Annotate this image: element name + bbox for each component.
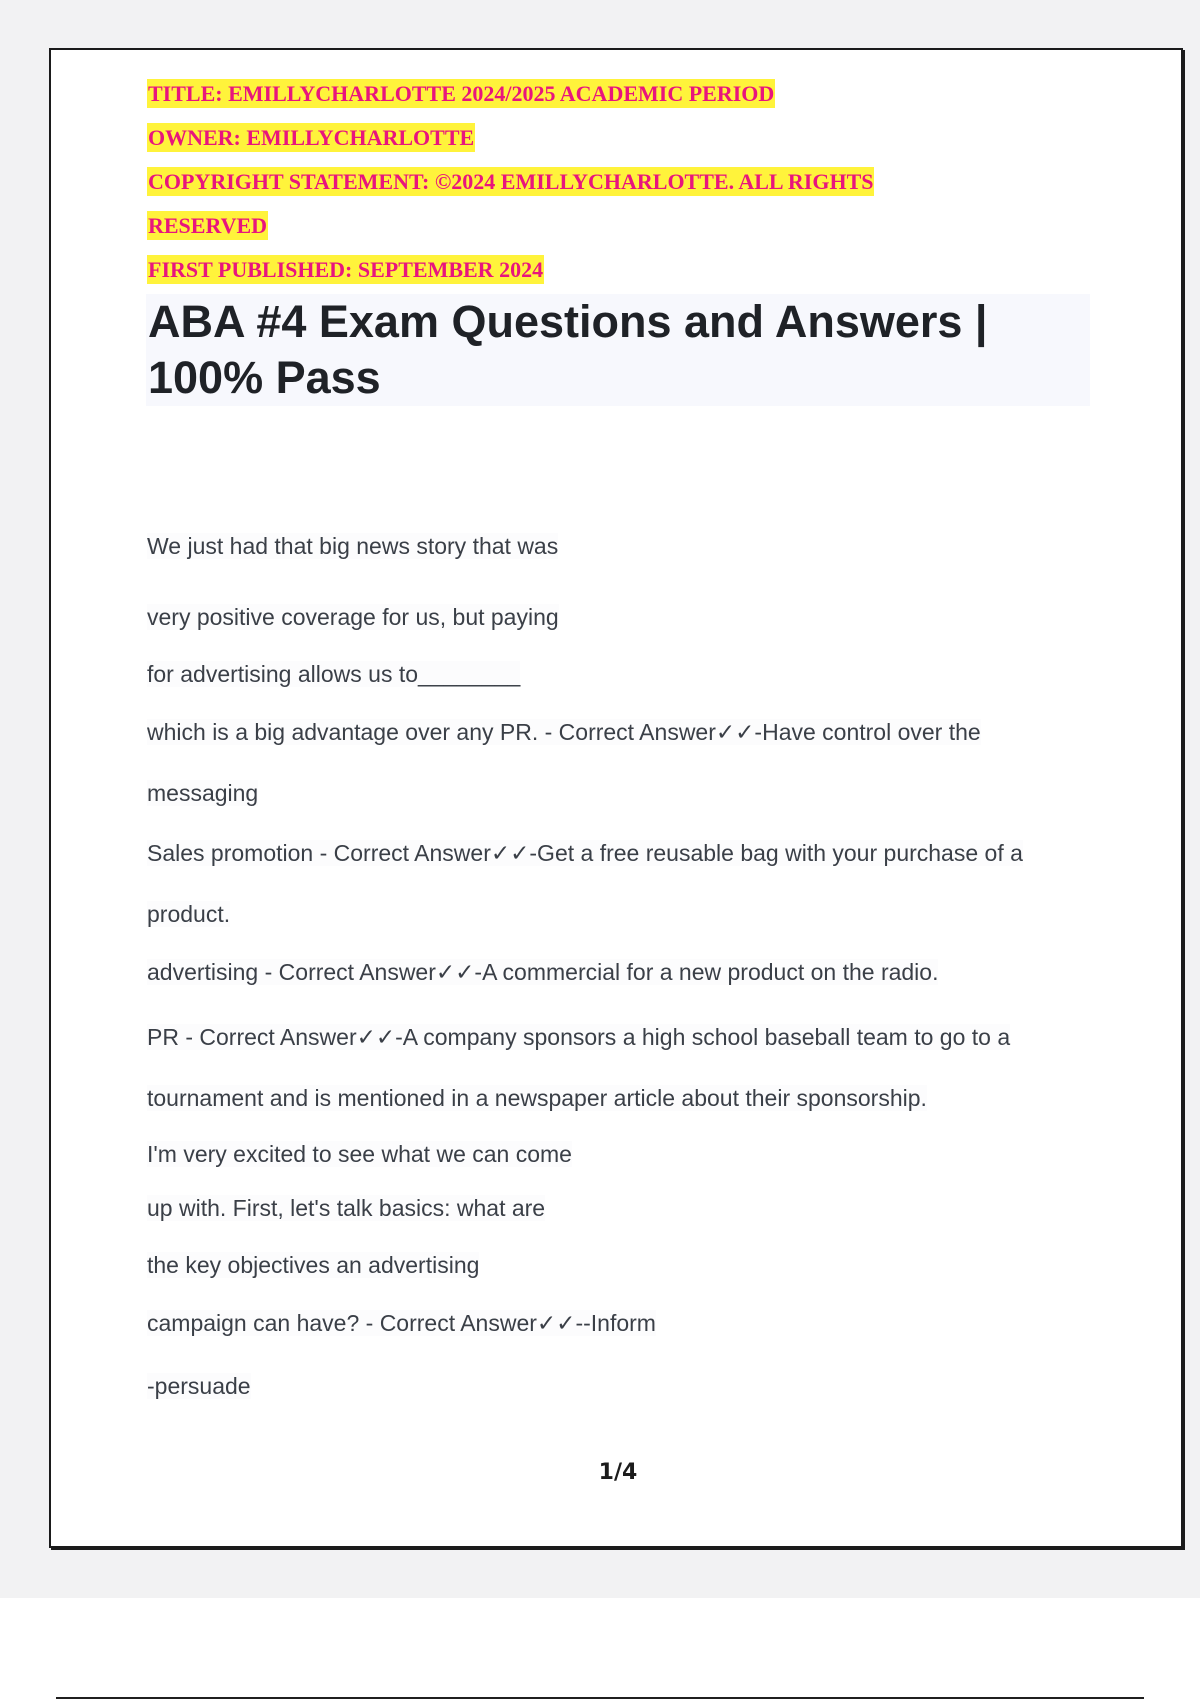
document-title [146,294,1090,406]
title-block [146,294,1090,406]
meta-line-copyright: COPYRIGHT STATEMENT: ©2024 EMILLYCHARLOTTE. ALL RIGHTS [148,169,874,194]
body-line: tournament and is mentioned in a newspaper article about their sponsorship. [147,1085,927,1111]
body-line: Sales promotion - Correct Answer✓✓-Get a free reusable bag with your purchase of a [147,840,1023,866]
body-line: -persuade [147,1373,251,1399]
page-number: 1/4 [598,1460,638,1485]
meta-line-title: TITLE: EMILLYCHARLOTTE 2024/2025 ACADEMIC PERIOD [148,81,775,106]
body-line: very positive coverage for us, but paying [147,604,559,630]
body-line: which is a big advantage over any PR. - Correct Answer✓✓-Have control over the [147,719,981,745]
body-line: I'm very excited to see what we can come [147,1141,572,1167]
body-line: advertising - Correct Answer✓✓-A commercial for a new product on the radio. [147,959,939,985]
body-line: product. [147,901,231,927]
body-line: We just had that big news story that was [147,533,559,559]
meta-line-owner: OWNER: EMILLYCHARLOTTE [148,125,475,150]
next-page-edge [56,1697,1144,1699]
meta-line-published: FIRST PUBLISHED: SEPTEMBER 2024 [148,257,544,282]
body-line: messaging [147,780,259,806]
document-page [49,48,1183,1548]
body-line: the key objectives an advertising [147,1252,480,1278]
title-line-1: ABA #4 Exam Questions and Answers | [148,296,988,347]
body-line: for advertising allows us to________ [147,661,521,687]
body-line: campaign can have? - Correct Answer✓✓--Inform [147,1310,656,1336]
copyright-header [147,72,874,292]
title-line-2: 100% Pass [148,352,381,403]
body-line: PR - Correct Answer✓✓-A company sponsors a high school baseball team to go to a [147,1024,1011,1050]
body-line: up with. First, let's talk basics: what are [147,1195,546,1221]
meta-line-copyright-cont: RESERVED [148,213,268,238]
